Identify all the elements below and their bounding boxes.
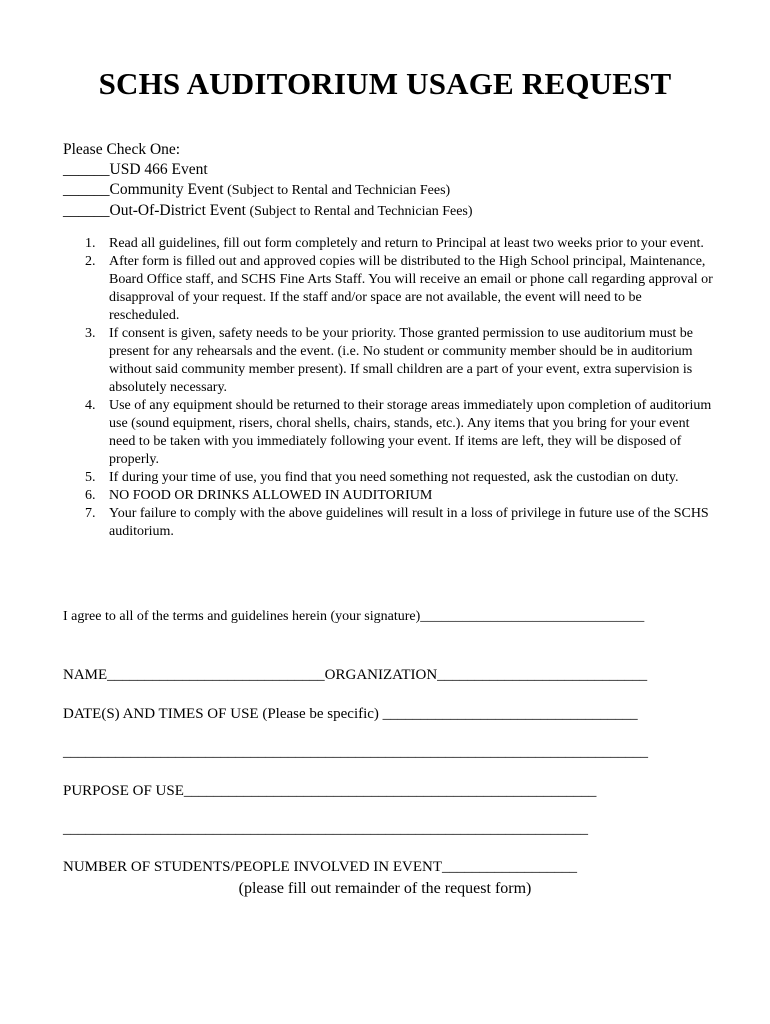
- guideline-number: 6.: [85, 488, 96, 503]
- guideline-text: Read all guidelines, fill out form completely and return to Principal at least two weeks prior to your event.: [109, 236, 704, 251]
- option-label: USD 466 Event: [109, 160, 208, 178]
- guidelines-list: [63, 235, 713, 541]
- dates-times-continued-line[interactable]: ______________________________________________________________________________: [63, 744, 648, 760]
- signature-field[interactable]: I agree to all of the terms and guidelines herein (your signature)________________________________: [63, 609, 645, 624]
- guideline-text: Your failure to comply with the above guidelines will result in a loss of privilege in future use of the SCHS auditorium.: [109, 506, 709, 539]
- guideline-text: After form is filled out and approved copies will be distributed to the High School principal, Maintenance, Board Office staff, and SCHS Fine Arts Staff. You will receive an email or phone call regarding approval or disapproval of your request. If the staff and/or space are not available, the event will need to be rescheduled.: [109, 254, 713, 323]
- guideline-item: [63, 397, 713, 469]
- option-out-of-district-event[interactable]: [63, 201, 473, 222]
- dates-times-field[interactable]: DATE(S) AND TIMES OF USE (Please be specific) __________________________________: [63, 706, 638, 722]
- option-blank: ______: [63, 181, 110, 198]
- footer-note: (please fill out remainder of the request form): [238, 880, 532, 897]
- page-title: SCHS AUDITORIUM USAGE REQUEST: [98, 66, 672, 101]
- option-blank: ______: [63, 160, 110, 178]
- guideline-item: [63, 253, 713, 325]
- option-blank: ______: [63, 201, 110, 219]
- guideline-number: 2.: [85, 254, 96, 269]
- guideline-item: [63, 469, 713, 487]
- option-note: (Subject to Rental and Technician Fees): [245, 203, 473, 219]
- guideline-number: 1.: [85, 236, 96, 251]
- guideline-item: [63, 505, 713, 541]
- option-usd-466-event[interactable]: [63, 160, 473, 181]
- option-note: (Subject to Rental and Technician Fees): [223, 183, 451, 198]
- number-involved-field[interactable]: NUMBER OF STUDENTS/PEOPLE INVOLVED IN EVENT__________________: [63, 859, 578, 875]
- option-label: Out-Of-District Event: [109, 201, 246, 219]
- guideline-item: [63, 325, 713, 397]
- option-label: Community Event: [109, 181, 224, 198]
- option-community-event[interactable]: [63, 180, 473, 201]
- guideline-text: If consent is given, safety needs to be your priority. Those granted permission to use auditorium must be present for any rehearsals and the event. (i.e. No student or community member should be in auditorium without said community member present). If small children are a part of your event, extra supervision is absolutely necessary.: [109, 326, 693, 395]
- guideline-number: 3.: [85, 326, 96, 341]
- guideline-item: [63, 235, 713, 253]
- purpose-field[interactable]: PURPOSE OF USE_______________________________________________________: [63, 783, 597, 799]
- guideline-text: If during your time of use, you find that you need something not requested, ask the custodian on duty.: [109, 470, 679, 485]
- guideline-item: [63, 487, 713, 505]
- guideline-text: Use of any equipment should be returned to their storage areas immediately upon completion of auditorium use (sound equipment, risers, choral shells, chairs, stands, etc.). Any items that you bring for your event need to be taken with you immediately following your event. If items are left, they will be disposed of properly.: [109, 398, 712, 467]
- guideline-text: NO FOOD OR DRINKS ALLOWED IN AUDITORIUM: [109, 488, 433, 503]
- purpose-continued-line[interactable]: ______________________________________________________________________: [63, 821, 588, 837]
- event-type-section: [63, 140, 473, 221]
- name-organization-field[interactable]: NAME_____________________________ORGANIZATION____________________________: [63, 667, 648, 683]
- guideline-number: 5.: [85, 470, 96, 485]
- guideline-number: 7.: [85, 506, 96, 521]
- guideline-number: 4.: [85, 398, 96, 413]
- check-heading: Please Check One:: [63, 141, 181, 158]
